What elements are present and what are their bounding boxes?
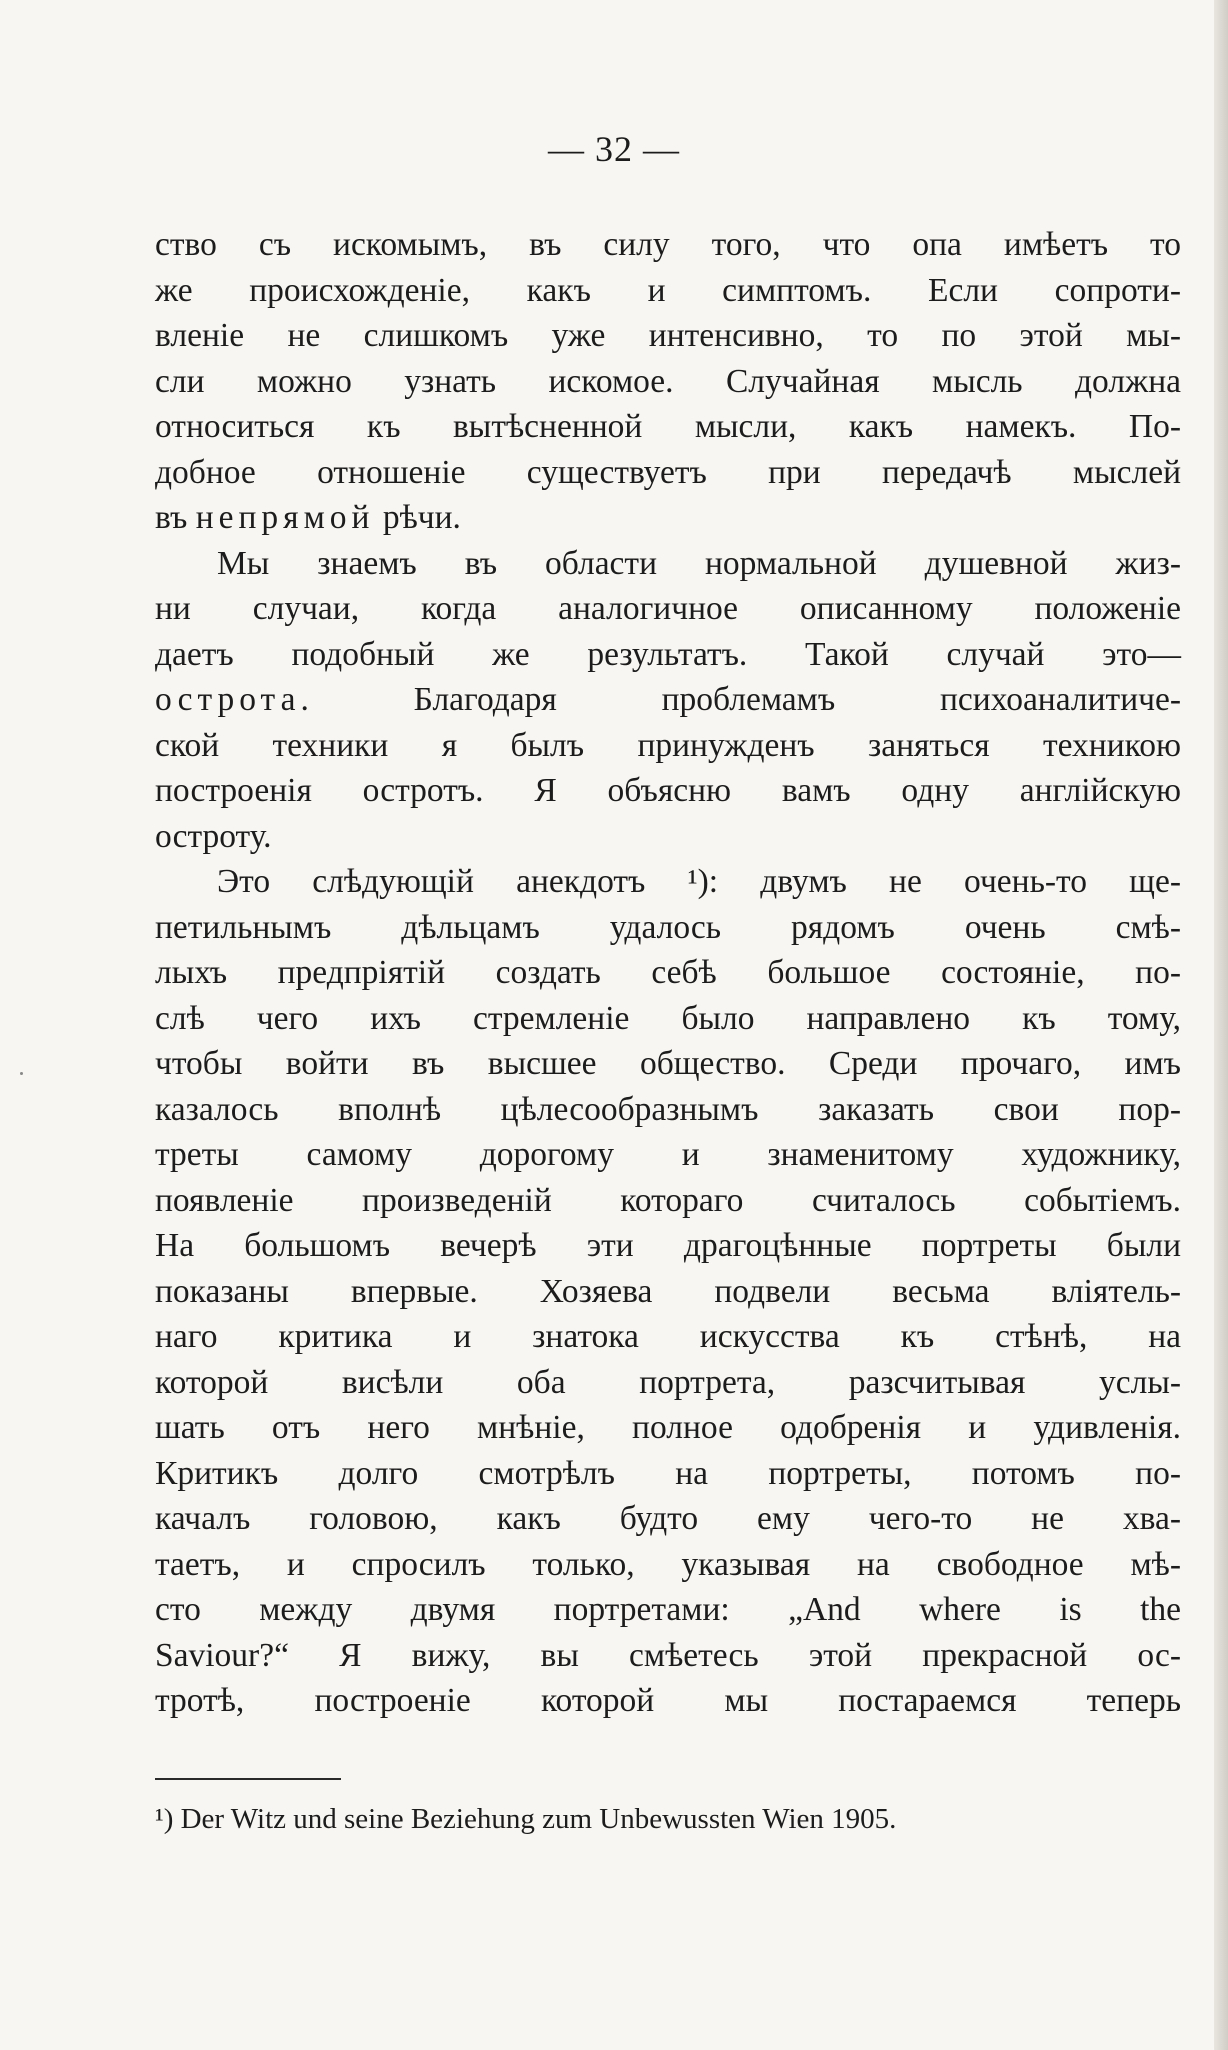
text-line	[155, 677, 1181, 723]
text-line: добное отношеніе существуетъ при передачѣ мыслей	[155, 453, 1181, 491]
text-line: слѣ чего ихъ стремленіе было направлено къ тому,	[155, 999, 1181, 1037]
text-line: которой висѣли оба портрета, разсчитывая услы-	[155, 1363, 1181, 1401]
text-fragment: . Благодаря проблемамъ психоаналитиче-	[300, 681, 1181, 718]
text-line: казалось вполнѣ цѣлесообразнымъ заказать свои пор-	[155, 1090, 1181, 1128]
text-line: тротѣ, построеніе которой мы постараемся теперь	[155, 1682, 1181, 1719]
text-line: наго критика и знатока искусства къ стѣнѣ, на	[155, 1318, 1181, 1355]
text-line: показаны впервые. Хозяева подвели весьма вліятель-	[155, 1272, 1181, 1310]
spaced-emphasis: острота	[155, 681, 301, 718]
text-line: ни случаи, когда аналогичное описанному положеніе	[155, 590, 1181, 627]
text-line: ской техники я былъ принужденъ заняться техникою	[155, 726, 1181, 764]
body-text	[155, 222, 1181, 1724]
text-line	[155, 495, 1181, 541]
text-line: Это слѣдующій анекдотъ ¹): двумъ не очень-то ще-	[217, 863, 1181, 900]
footnote-rule	[155, 1778, 341, 1780]
spaced-emphasis: непрямой	[195, 499, 375, 536]
page-edge	[1214, 0, 1228, 2050]
text-line: Критикъ долго смотрѣлъ на портреты, потомъ по-	[155, 1454, 1181, 1492]
footnote: ¹) Der Witz und seine Beziehung zum Unbewussten Wien 1905.	[155, 1803, 897, 1835]
page-number: — 32 —	[548, 129, 680, 169]
text-line: сли можно узнать искомое. Случайная мысль должна	[155, 362, 1181, 400]
text-line: петильнымъ дѣльцамъ удалось рядомъ очень смѣ-	[155, 908, 1181, 946]
text-line: качалъ головою, какъ будто ему чего-то не хва-	[155, 1500, 1181, 1537]
text-line: появленіе произведеній котораго считалось событіемъ.	[155, 1181, 1181, 1219]
text-line: таетъ, и спросилъ только, указывая на свободное мѣ-	[155, 1545, 1181, 1583]
text-line: шать отъ него мнѣніе, полное одобренія и удивленія.	[155, 1409, 1181, 1446]
text-line: сто между двумя портретами: „And where is the	[155, 1591, 1181, 1628]
text-line: вленіе не слишкомъ уже интенсивно, то по этой мы-	[155, 317, 1181, 354]
text-line: Мы знаемъ въ области нормальной душевной жиз-	[217, 544, 1181, 582]
text-line: остроту.	[155, 817, 272, 855]
text-line: чтобы войти въ высшее общество. Среди прочаго, имъ	[155, 1045, 1181, 1082]
text-line: Saviour?“ Я вижу, вы смѣетесь этой прекрасной ос-	[155, 1636, 1181, 1674]
text-line: даетъ подобный же результатъ. Такой случай это—	[155, 635, 1181, 673]
text-line: лыхъ предпріятій создать себѣ большое состояніе, по-	[155, 954, 1181, 991]
text-line: построенія остротъ. Я объясню вамъ одну англійскую	[155, 772, 1181, 809]
text-line: треты самому дорогому и знаменитому художнику,	[155, 1136, 1181, 1173]
margin-mark	[20, 1072, 23, 1075]
text-line: ство съ искомымъ, въ силу того, что опа имѣетъ то	[155, 226, 1181, 263]
text-line: относиться къ вытѣсненной мысли, какъ намекъ. По-	[155, 408, 1181, 445]
text-fragment: рѣчи.	[374, 499, 461, 536]
text-line: же происхожденіе, какъ и симптомъ. Если сопроти-	[155, 271, 1181, 309]
text-fragment: въ	[155, 499, 196, 536]
text-line: На большомъ вечерѣ эти драгоцѣнные портреты были	[155, 1227, 1181, 1264]
